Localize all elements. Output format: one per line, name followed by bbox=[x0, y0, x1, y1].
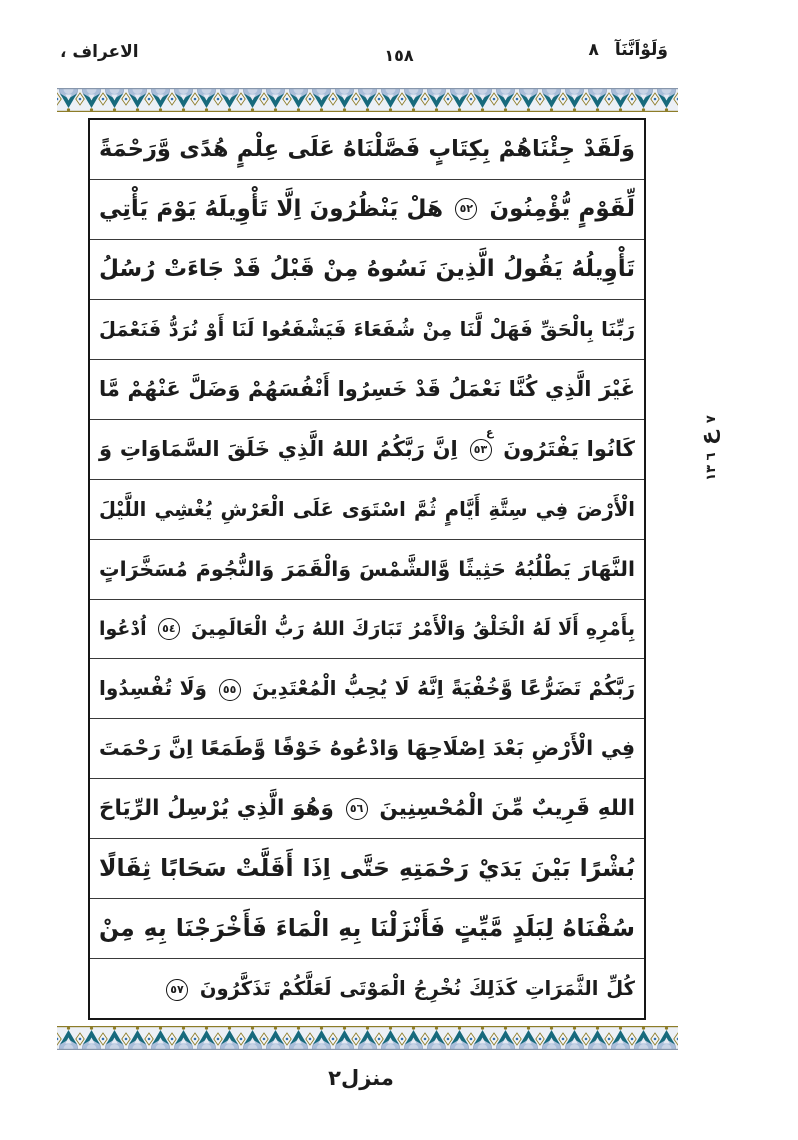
ayah-text: وَلَقَدْ جِئْنَاهُمْ بِكِتَابٍ فَصَّلْنَاهُ عَلَى عِلْمٍ هُدًى وَّرَحْمَةً bbox=[99, 136, 635, 162]
ayah-text: كَانُوا يَفْتَرُونَ bbox=[503, 436, 636, 461]
ayah-end-marker: ٥٥ bbox=[219, 679, 241, 701]
ayah-text: لِّقَوْمٍ يُّؤْمِنُونَ bbox=[489, 195, 635, 222]
frame-bottom-band-art bbox=[57, 1026, 678, 1050]
quran-line bbox=[90, 120, 644, 180]
quran-line bbox=[90, 779, 644, 839]
juz-name: وَلَوْاَنَّنَآ bbox=[614, 40, 668, 60]
ruku-marker-rotated-text bbox=[696, 415, 720, 481]
ayah-text: تَأْوِيلُهُ يَقُولُ الَّذِينَ نَسُوهُ مِنْ قَبْلُ قَدْ جَاءَتْ رُسُلُ bbox=[99, 255, 635, 282]
quran-line bbox=[90, 659, 644, 719]
ayah-text: اِنَّ رَبَّكُمُ اللهُ الَّذِي خَلَقَ السَّمَاوَاتِ وَ bbox=[99, 436, 458, 461]
ruku-top-number: ٧ bbox=[704, 415, 719, 424]
ruku-margin-marker bbox=[688, 402, 728, 494]
ruku-ain-glyph: ع bbox=[696, 430, 720, 445]
ayah-text: النَّهَارَ يَطْلُبُهُ حَثِيثًا وَّالشَّمْسَ وَالْقَمَرَ وَالنُّجُومَ مُسَخَّرَاتٍ bbox=[99, 556, 635, 581]
manzil-label: منزل٢ bbox=[328, 1066, 394, 1090]
ayah-end-marker: ٥٢ bbox=[455, 198, 477, 220]
quran-line bbox=[90, 839, 644, 899]
quran-line bbox=[90, 300, 644, 360]
frame-top-band bbox=[57, 88, 678, 112]
ruku-bottom-number: ١٣ bbox=[704, 464, 719, 481]
frame-right-band bbox=[654, 112, 678, 1026]
header-page-number: ١٥٨ bbox=[384, 46, 414, 65]
ayah-text: رَبِّنَا بِالْحَقِّ فَهَلْ لَّنَا مِنْ شُفَعَاءَ فَيَشْفَعُوا لَنَا أَوْ نُرَدُّ فَنَعْمَلَ bbox=[99, 317, 635, 341]
quran-line bbox=[90, 899, 644, 959]
ayah-end-marker: ٥٤ bbox=[158, 618, 180, 640]
ayah-text: سُقْنَاهُ لِبَلَدٍ مَّيِّتٍ فَأَنْزَلْنَا بِهِ الْمَاءَ فَأَخْرَجْنَا بِهِ مِنْ bbox=[99, 914, 635, 943]
ayah-end-marker: ٥٣ ع bbox=[470, 439, 492, 461]
surah-name: الاعراف bbox=[72, 42, 139, 62]
quran-line bbox=[90, 959, 644, 1018]
ruku-middle-number: ٦ bbox=[704, 452, 719, 461]
quran-line bbox=[90, 240, 644, 300]
frame-top-band-art bbox=[57, 88, 678, 112]
ayah-text: اللهِ قَرِيبٌ مِّنَ الْمُحْسِنِينَ bbox=[379, 796, 635, 822]
ayah-text: هَلْ يَنْظُرُونَ اِلَّا تَأْوِيلَهُ يَوْمَ يَأْتِي bbox=[99, 195, 444, 222]
ayah-end-marker: ٥٦ bbox=[346, 798, 368, 820]
header-juz bbox=[589, 40, 668, 60]
text-box bbox=[88, 118, 646, 1020]
ayah-text: رَبَّكُمْ تَضَرُّعًا وَّخُفْيَةً اِنَّهُ لَا يُحِبُّ الْمُعْتَدِينَ bbox=[252, 676, 636, 701]
ayah-text: بِأَمْرِهِ أَلَا لَهُ الْخَلْقُ وَالْأَمْرُ تَبَارَكَ اللهُ رَبُّ الْعَالَمِينَ bbox=[191, 617, 635, 640]
ayah-text: وَهُوَ الَّذِي يُرْسِلُ الرِّيَاحَ bbox=[99, 796, 334, 822]
surah-mark: ، bbox=[60, 42, 67, 62]
ayah-text: فِي الْأَرْضِ بَعْدَ اِصْلَاحِهَا وَادْعُوهُ خَوْفًا وَّطَمَعًا اِنَّ رَحْمَتَ bbox=[99, 736, 635, 761]
ayah-text: اُدْعُوا bbox=[99, 617, 147, 640]
quran-line bbox=[90, 600, 644, 660]
ayah-end-marker: ٥٧ bbox=[166, 979, 188, 1001]
quran-line bbox=[90, 540, 644, 600]
quran-line bbox=[90, 719, 644, 779]
ruku-sup-ain: ع bbox=[485, 425, 494, 439]
frame-bottom-band bbox=[57, 1026, 678, 1050]
ayah-text: غَيْرَ الَّذِي كُنَّا نَعْمَلُ قَدْ خَسِرُوا أَنْفُسَهُمْ وَضَلَّ عَنْهُمْ مَّا bbox=[99, 376, 635, 401]
ayah-text: وَلَا تُفْسِدُوا bbox=[99, 676, 207, 701]
quran-line bbox=[90, 480, 644, 540]
quran-line bbox=[90, 360, 644, 420]
quran-line bbox=[90, 420, 644, 480]
quran-line bbox=[90, 180, 644, 240]
ayah-text: بُشْرًا بَيْنَ يَدَيْ رَحْمَتِهِ حَتَّى اِذَا أَقَلَّتْ سَحَابًا ثِقَالًا bbox=[99, 854, 635, 883]
ayah-text: كُلِّ الثَّمَرَاتِ كَذَلِكَ نُخْرِجُ الْمَوْتَى لَعَلَّكُمْ تَذَكَّرُونَ bbox=[199, 977, 635, 1001]
juz-number: ٨ bbox=[588, 40, 599, 60]
frame-left-band bbox=[57, 112, 81, 1026]
ayah-text: الْأَرْضَ فِي سِتَّةِ أَيَّامٍ ثُمَّ اسْتَوَى عَلَى الْعَرْشِ يُغْشِي اللَّيْلَ bbox=[99, 497, 635, 521]
